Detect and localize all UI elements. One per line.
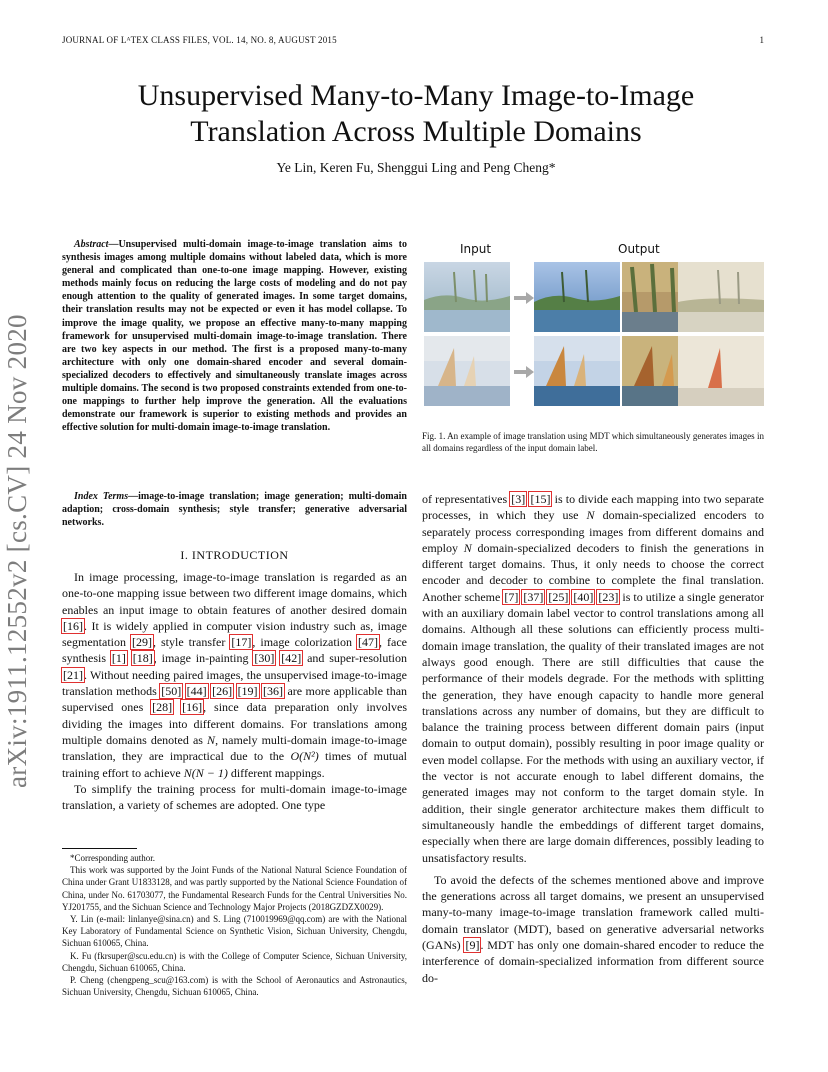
text-run: To avoid the defects of the schemes mentioned above and improve the generations across all target domains, we present an unsupervised many-to-many image-to-image translation framework called multi-domain translator (MDT), based on generative adversarial networks (GANs) xyxy=(422,872,764,953)
text-run: domain-specialized encoders to separately process corresponding images from different domains and employ xyxy=(422,508,764,555)
section-heading: I. INTRODUCTION xyxy=(180,548,289,562)
citation-link[interactable]: [36] xyxy=(263,684,284,699)
intro-body xyxy=(62,569,407,813)
intro-paragraph-1 xyxy=(62,569,407,781)
footnote: P. Cheng (chengpeng_scu@163.com) is with the School of Aeronautics and Astronautics, Sichuan University, Chengdu, Sichuan 610065, China. xyxy=(62,975,407,998)
arrow-right-icon xyxy=(514,292,534,304)
text-run: , face synthesis xyxy=(62,635,407,666)
text-run: , image colorization xyxy=(252,635,358,650)
abstract-label: Abstract xyxy=(74,239,109,250)
citation-link[interactable]: [28] xyxy=(152,700,173,715)
arrow-right-icon xyxy=(514,366,534,378)
text-run: are more applicable than supervised ones xyxy=(62,684,408,715)
citation-link[interactable]: [42] xyxy=(281,651,302,666)
output-image-boats-3 xyxy=(678,336,764,406)
output-image-landscape-3 xyxy=(678,262,764,332)
text-run: , style transfer xyxy=(153,635,231,650)
figure-1 xyxy=(422,240,767,408)
title-line-1: Unsupervised Many-to-Many Image-to-Image xyxy=(137,79,695,112)
math-symbol: N xyxy=(586,508,595,523)
citation-link[interactable]: [18] xyxy=(132,651,153,666)
citation-link[interactable]: [37] xyxy=(523,589,544,604)
text-run: In image processing, image-to-image translation is regarded as an one-to-one mapping issue between two different image domains, which enables an input image to obtain features of another desired domain xyxy=(62,570,407,617)
footnote: K. Fu (fkrsuper@scu.edu.cn) is with the College of Computer Science, Sichuan University, Chengdu, Sichuan 610065, China. xyxy=(62,950,407,973)
text-run: , image in-painting xyxy=(153,651,254,666)
citation-link[interactable]: [26] xyxy=(212,684,233,699)
math-symbol: N(N − 1) xyxy=(183,765,228,780)
text-run: . Without needing paired images, the unsupervised image-to-image translation methods xyxy=(62,667,407,699)
input-image-landscape xyxy=(424,262,510,332)
index-terms-text: —image-to-image translation; image generation; multi-domain adaption; cross-domain synthesis; style transfer; generative adversarial networks. xyxy=(62,491,407,528)
citation-link[interactable]: [47] xyxy=(358,635,379,650)
text-run: times of mutual training effort to achieve xyxy=(62,749,407,780)
citation-link[interactable]: [15] xyxy=(530,492,551,506)
input-image-boats xyxy=(424,336,510,406)
math-symbol: O(N²) xyxy=(290,749,319,764)
title-line-2: Translation Across Multiple Domains xyxy=(190,115,642,148)
footnote-rule xyxy=(62,848,137,849)
text-run: . MDT has only one domain-shared encoder to reduce the interference of domain-specialized information from different source do- xyxy=(422,938,764,985)
text-run: is to divide each mapping into two separate processes, in which they use xyxy=(422,492,765,523)
right-column-body xyxy=(422,491,764,986)
page-number: 1 xyxy=(759,35,764,45)
footnotes xyxy=(62,852,407,998)
abstract xyxy=(62,238,407,434)
figure-input-label: Input xyxy=(460,242,492,256)
citation-link[interactable]: [21] xyxy=(63,667,83,682)
citation-link[interactable]: [16] xyxy=(63,618,83,633)
index-terms-label: Index Terms xyxy=(74,491,129,502)
text-run: , namely multi-domain image-to-image translation, they are impractical due to the xyxy=(62,732,407,764)
intro-paragraph-2: To simplify the training process for multi-domain image-to-image translation, a variety of schemes are adopted. One type xyxy=(62,781,407,813)
right-paragraph-1 xyxy=(422,491,764,866)
citation-link[interactable]: [25] xyxy=(548,589,569,604)
output-image-landscape-1 xyxy=(534,262,620,332)
footnote: Y. Lin (e-mail: linlanye@sina.cn) and S. Ling (710019969@qq.com) are with the National Key Laboratory of Fundamental Science on Synthetic Vision, Sichuan University, Chengdu, Sichuan 610065, China. xyxy=(62,914,407,949)
arxiv-stamp[interactable]: arXiv:1911.12552v2 [cs.CV] 24 Nov 2020 xyxy=(2,314,32,788)
output-image-boats-1 xyxy=(534,336,620,406)
footnote: This work was supported by the Joint Funds of the National Natural Science Foundation of China under Grant U1833128, and was partly supported by the National Science Foundation of China, under No. 61703077, the Fundamental Research Funds for the Central Universities No. YJ201755, and the Sichuan Science and Technology Major Projects (2018GZDZX0029). xyxy=(62,865,407,912)
citation-link[interactable]: [16] xyxy=(182,700,203,715)
citation-link[interactable]: [1] xyxy=(111,651,126,666)
text-run: different mappings. xyxy=(227,765,325,780)
running-head: JOURNAL OF LᴬTEX CLASS FILES, VOL. 14, NO. 8, AUGUST 2015 xyxy=(62,35,337,45)
right-paragraph-2 xyxy=(422,872,764,986)
figure-output-label: Output xyxy=(618,242,660,256)
text-run: . It is widely applied in computer vision industry such as, image segmentation xyxy=(62,618,407,650)
citation-link[interactable]: [44] xyxy=(186,684,207,699)
citation-link[interactable]: [7] xyxy=(504,589,519,604)
paper-title xyxy=(60,78,772,150)
citation-link[interactable]: [17] xyxy=(231,635,252,650)
text-run: of representatives xyxy=(422,492,511,506)
footnote: *Corresponding author. xyxy=(70,853,155,863)
math-symbol: N xyxy=(463,540,472,555)
abstract-text: —Unsupervised multi-domain image-to-image translation aims to synthesis images among multiple domains without labeled data, which is more general and complicated than one-to-one image mapping. However, existing methods mainly focus on reducing the large costs of modeling and do not pay enough attention to the quality of generated images. In some target domains, their translation results may not be expected or even it has model collapse. To improve the image quality, we propose an effective many-to-many mapping framework for unsupervised multi-domain image-to-image translation. There are two key aspects in our method. The first is a proposed many-to-many architecture with only one domain-shared encoder and several domain-specialized decoders to effectively and simultaneously translate images across multiple domains. The second is two proposed constraints extended from one-to-one mappings to further help improve the generation. All the evaluations demonstrate our framework is superior to existing methods and provides an effective solution for multi-domain image-to-image translation. xyxy=(62,239,407,434)
text-run: and super-resolution xyxy=(302,651,408,666)
text-run: , since data preparation only involves dividing the images into different domains. For translations among multiple domains denoted as xyxy=(62,700,408,747)
citation-link[interactable]: [9] xyxy=(465,938,480,953)
citation-link[interactable]: [40] xyxy=(573,589,594,604)
text-run: domain-specialized decoders to finish the generations in different target domains. Thus, it only needs to choose the correct encoder and decoder to combine to complete the final translation. Another scheme xyxy=(422,540,764,604)
text-run: is to utilize a single generator with an auxiliary domain label vector to control translations among all domains. Although all these solutions can efficiently process multi-domain image translation, the quality of their translated images are not always good enough. There are still difficulties that cause the performance of their models degrade. For the methods with splitting the generation, they have enough capacity to handle more general translations across any number of domains, but they are difficult to balance the training process between different domain pairs (input domain to output domain), possibly resulting in poor image quality or even model collapse. For the methods with using an auxiliary vector, if the vector is not accurate enough to label different domains, the generated images may not conform to the target domain style. In addition, their single generator architecture makes them difficult to simultaneously handle the embeddings of different target domains, especially when there are large domain differences, possibly leading to unsatisfactory results. xyxy=(422,589,765,865)
citation-link[interactable]: [19] xyxy=(237,684,258,699)
index-terms xyxy=(62,490,407,529)
citation-link[interactable]: [30] xyxy=(254,651,275,666)
citation-link[interactable]: [23] xyxy=(598,589,619,604)
figure-caption: Fig. 1. An example of image translation using MDT which simultaneously generates images in all domains regardless of the input domain label. xyxy=(422,431,764,453)
citation-link[interactable]: [29] xyxy=(132,635,152,650)
authors: Ye Lin, Keren Fu, Shenggui Ling and Peng Cheng* xyxy=(276,160,556,175)
citation-link[interactable]: [50] xyxy=(161,684,182,699)
citation-link[interactable]: [3] xyxy=(511,492,526,506)
math-symbol: N xyxy=(207,732,216,747)
